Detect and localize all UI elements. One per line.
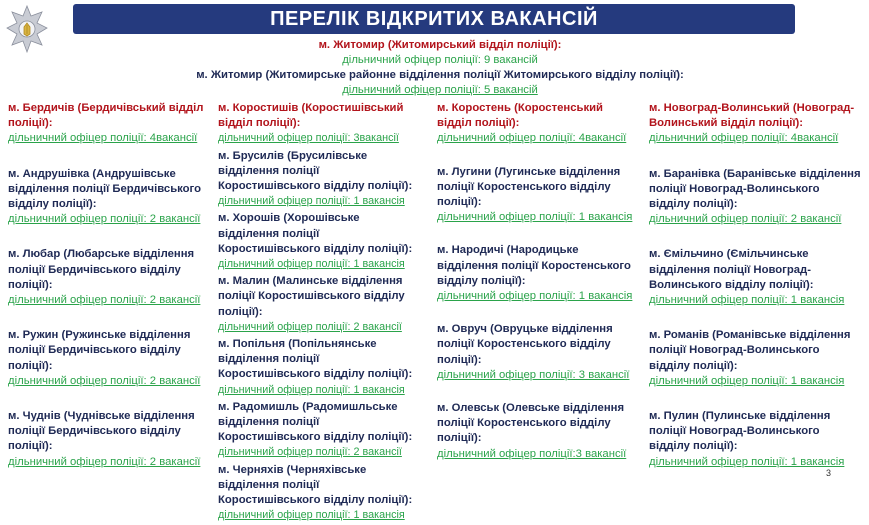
department-heading: м. Олевськ (Олевське відділення поліції Коростенського відділу поліції):	[437, 402, 625, 445]
vacancy-link[interactable]: дільничний офіцер поліції: 1 вакансія	[649, 294, 845, 307]
vacancy-link[interactable]: дільничний офіцер поліції: 1 вакансія	[218, 258, 405, 271]
vacancy-link[interactable]: дільничний офіцер поліції: 2 вакансії	[8, 374, 201, 387]
list-item	[8, 167, 213, 228]
page-title: ПЕРЕЛІК ВІДКРИТИХ ВАКАНСІЙ	[73, 4, 795, 34]
vacancy-link[interactable]: дільничний офіцер поліції: 1 вакансія	[649, 455, 845, 468]
vacancy-link[interactable]: дільничний офіцер поліції: 1 вакансія	[218, 509, 405, 522]
header-vacancy-1: дільничний офіцер поліції: 9 вакансій	[342, 54, 538, 66]
vacancy-link[interactable]: дільничний офіцер поліції: 1 вакансія	[218, 195, 405, 208]
vacancy-link[interactable]: дільничний офіцер поліції: 4вакансії	[649, 132, 839, 145]
vacancy-link[interactable]: дільничний офіцер поліції: 1 вакансія	[437, 211, 633, 224]
column-korosten	[437, 101, 637, 480]
department-heading: м. Коростень (Коростенський відділ поліції):	[437, 102, 603, 130]
vacancy-link[interactable]: дільничний офіцер поліції: 2 вакансії	[218, 320, 402, 333]
department-heading: м. Баранівка (Баранівське відділення поліції Новоград-Волинського відділу поліції):	[649, 167, 861, 211]
department-heading: м. Новоград-Волинський (Новоград-Волинський відділ поліції):	[649, 102, 855, 130]
department-heading: м. Хорошів (Хорошівське відділення поліції Коростишівського відділу поліції):	[218, 212, 413, 255]
list-item	[8, 101, 213, 147]
vacancy-link[interactable]: дільничний офіцер поліції: 1 вакансія	[218, 383, 405, 396]
list-item	[218, 149, 422, 210]
list-item	[649, 328, 863, 389]
vacancy-link[interactable]: дільничний офіцер поліції: 2 вакансії	[649, 213, 842, 226]
vacancy-link[interactable]: дільничний офіцер поліції: 2 вакансії	[218, 446, 402, 459]
police-star-icon	[6, 4, 48, 62]
list-item	[437, 322, 637, 383]
vacancy-link[interactable]: дільничний офіцер поліції: 2 вакансії	[8, 455, 201, 468]
header-vacancy-2: дільничний офіцер поліції: 5 вакансій	[342, 84, 538, 96]
list-item	[218, 101, 422, 147]
list-item	[218, 211, 422, 272]
vacancy-link[interactable]: дільничний офіцер поліції: 2 вакансії	[8, 213, 201, 226]
list-item	[8, 328, 213, 389]
department-heading: м. Брусилів (Брусилівське відділення поліції Коростишівського відділу поліції):	[218, 149, 413, 193]
vacancy-link[interactable]: дільничний офіцер поліції: 4вакансії	[8, 132, 198, 145]
list-item	[8, 409, 213, 470]
page-number: 3	[825, 468, 831, 478]
department-heading: м. Лугини (Лугинське відділення поліції Коростенського відділу поліції):	[437, 165, 621, 209]
vacancy-link[interactable]: дільничний офіцер поліції: 3вакансії	[218, 132, 399, 145]
list-item	[8, 247, 213, 308]
department-heading: м. Коростишів (Коростишівський відділ поліції):	[218, 102, 404, 130]
department-heading: м. Радомишль (Радомишльське відділення поліції Коростишівського відділу поліції):	[218, 400, 413, 444]
vacancy-link[interactable]: дільничний офіцер поліції: 3 вакансії	[437, 368, 630, 381]
vacancy-link[interactable]: дільничний офіцер поліції: 1 вакансія	[649, 374, 845, 387]
department-heading: м. Ємільчино (Ємільчинське відділення поліції Новоград-Волинського відділу поліції):	[649, 248, 814, 291]
department-heading: м. Романів (Романівське відділення поліції Новоград-Волинського відділу поліції):	[649, 329, 851, 372]
list-item	[437, 101, 637, 147]
header-line-2: м. Житомир (Житомирське районне відділення поліції Житомирського відділу поліції):	[196, 69, 684, 81]
department-heading: м. Чуднів (Чуднівське відділення поліції Бердичівського відділу поліції):	[8, 410, 195, 453]
list-item	[218, 400, 422, 461]
list-item	[437, 401, 637, 462]
list-item	[218, 463, 422, 524]
vacancy-link[interactable]: дільничний офіцер поліції:3 вакансії	[437, 447, 627, 460]
list-item	[218, 337, 422, 398]
department-heading: м. Овруч (Овруцьке відділення поліції Коростенського відділу поліції):	[437, 323, 613, 366]
list-item	[649, 247, 863, 308]
department-heading: м. Андрушівка (Андрушівське відділення поліції Бердичівського відділу поліції):	[8, 167, 201, 211]
list-item	[649, 167, 863, 228]
vacancy-link[interactable]: дільничний офіцер поліції: 1 вакансія	[437, 290, 633, 303]
list-item	[649, 409, 863, 470]
header-line-1: м. Житомир (Житомирський відділ поліції):	[318, 39, 562, 51]
department-heading: м. Малин (Малинське відділення поліції Коростишівського відділу поліції):	[218, 275, 405, 318]
department-heading: м. Попільня (Попільнянське відділення поліції Коростишівського відділу поліції):	[218, 338, 413, 381]
vacancy-link[interactable]: дільничний офіцер поліції: 4вакансії	[437, 132, 627, 145]
department-heading: м. Народичі (Народицьке відділення поліції Коростенського відділу поліції):	[437, 244, 631, 287]
column-korostyshiv	[218, 101, 422, 525]
department-heading: м. Черняхів (Черняхівське відділення поліції Коростишівського відділу поліції):	[218, 463, 413, 507]
list-item	[649, 101, 863, 147]
department-heading: м. Пулин (Пулинське відділення поліції Новоград-Волинського відділу поліції):	[649, 410, 831, 453]
department-heading: м. Любар (Любарське відділення поліції Бердичівського відділу поліції):	[8, 248, 195, 291]
list-item	[218, 274, 422, 335]
list-item	[437, 243, 637, 304]
department-heading: м. Ружин (Ружинське відділення поліції Бердичівського відділу поліції):	[8, 329, 191, 372]
list-item	[437, 165, 637, 226]
vacancy-link[interactable]: дільничний офіцер поліції: 2 вакансії	[8, 294, 201, 307]
department-heading: м. Бердичів (Бердичівський відділ поліції):	[8, 102, 204, 130]
column-berdychiv	[8, 101, 213, 490]
column-novohrad-volynskyi	[649, 101, 863, 490]
